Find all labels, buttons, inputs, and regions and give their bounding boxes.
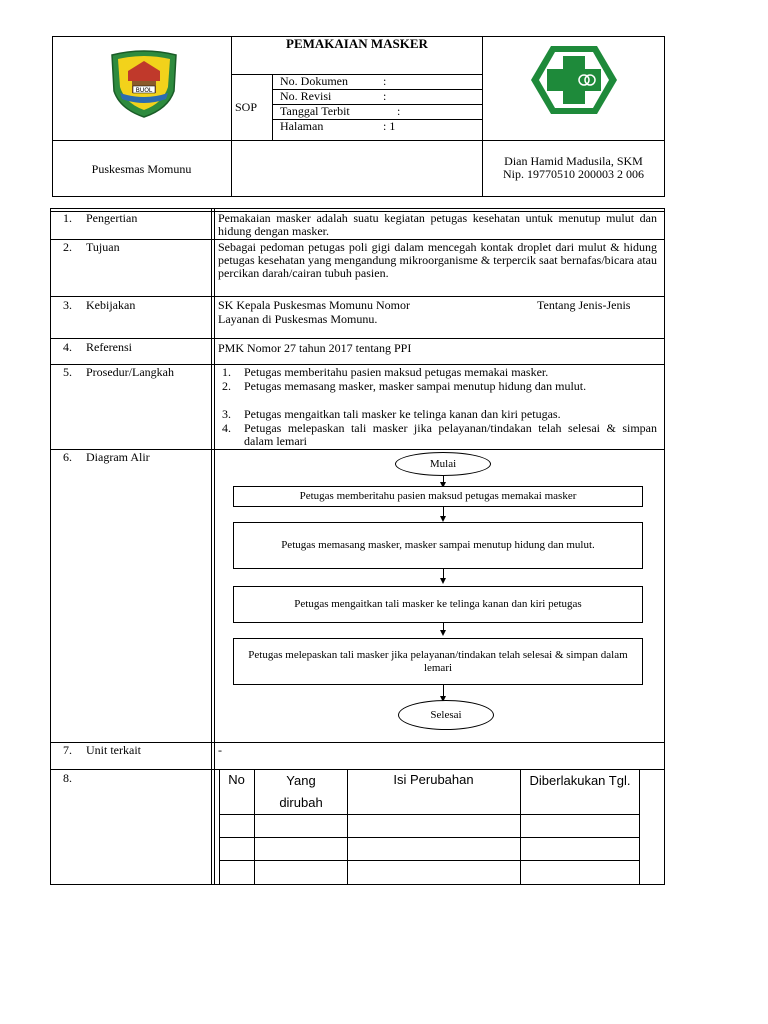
- step-2-text: Petugas memasang masker, masker sampai menutup hidung dan mulut.: [244, 379, 587, 393]
- signer-nip: Nip. 19770510 200003 2 006: [503, 167, 644, 181]
- unit-terkait-text: -: [218, 743, 222, 757]
- flow-step-3: Petugas mengaitkan tali masker ke telinga kanan dan kiri petugas: [233, 586, 643, 623]
- section-5-num: 5.: [63, 365, 72, 379]
- step-1-num: 1.: [222, 365, 231, 379]
- step-4-num: 4.: [222, 421, 231, 435]
- section-3-num: 3.: [63, 298, 72, 312]
- regency-logo: [106, 47, 182, 119]
- document-title: PEMAKAIAN MASKER: [286, 36, 428, 51]
- section-8-num: 8.: [63, 771, 72, 785]
- meta-value-halaman: : 1: [383, 119, 396, 133]
- meta-label-halaman: Halaman: [280, 119, 324, 133]
- flow-step-2: Petugas memasang masker, masker sampai menutup hidung dan mulut.: [233, 522, 643, 569]
- section-2-num: 2.: [63, 240, 72, 254]
- section-4-num: 4.: [63, 340, 72, 354]
- kebijakan-text-b: Tentang Jenis-Jenis: [537, 298, 631, 312]
- flow-step-1: Petugas memberitahu pasien maksud petugas memakai masker: [233, 486, 643, 507]
- step-2-num: 2.: [222, 379, 231, 393]
- step-3-num: 3.: [222, 407, 231, 421]
- meta-value-dokumen: :: [383, 74, 387, 88]
- meta-label-revisi: No. Revisi: [280, 89, 332, 103]
- puskesmas-logo: [527, 42, 621, 118]
- logo-left-text: BUOL: [135, 87, 153, 94]
- section-2-label: Tujuan: [86, 240, 120, 254]
- changes-header-diberlakukan: Diberlakukan Tgl.: [529, 773, 631, 788]
- referensi-text: PMK Nomor 27 tahun 2017 tentang PPI: [218, 341, 412, 355]
- pengertian-text: Pemakaian masker adalah suatu kegiatan petugas kesehatan untuk menutup mulut dan hidung dengan masker.: [218, 211, 657, 238]
- section-7-label: Unit terkait: [86, 743, 141, 757]
- logo-right-text: P: [574, 84, 575, 85]
- section-6-label: Diagram Alir: [86, 450, 150, 464]
- section-6-num: 6.: [63, 450, 72, 464]
- kebijakan-text-a: SK Kepala Puskesmas Momunu Nomor: [218, 298, 410, 312]
- meta-label-dokumen: No. Dokumen: [280, 74, 348, 88]
- section-5-label: Prosedur/Langkah: [86, 365, 174, 379]
- changes-header-isi-perubahan: Isi Perubahan: [393, 772, 474, 787]
- meta-label-tanggal: Tanggal Terbit: [280, 104, 350, 118]
- section-3-label: Kebijakan: [86, 298, 136, 312]
- kebijakan-text-c: Layanan di Puskesmas Momunu.: [218, 312, 378, 326]
- meta-value-tanggal: :: [397, 104, 401, 118]
- step-3-text: Petugas mengaitkan tali masker ke telinga kanan dan kiri petugas.: [244, 407, 561, 421]
- flow-step-4: Petugas melepaskan tali masker jika pelayanan/tindakan telah selesai & simpan dalam lemari: [233, 638, 643, 685]
- flow-end: Selesai: [398, 700, 494, 730]
- sop-label: SOP: [235, 100, 258, 114]
- section-1-label: Pengertian: [86, 211, 138, 225]
- section-1-num: 1.: [63, 211, 72, 225]
- section-4-label: Referensi: [86, 340, 132, 354]
- changes-header-yang-dirubah: Yang dirubah: [279, 773, 323, 810]
- tujuan-text: Sebagai pedoman petugas poli gigi dalam mencegah kontak droplet dari mulut & hidung petugas kesehatan yang mengandung mikroorganisme & terpercik saat bernafas/bicara atau percikan darah/cairan tubuh pasien.: [218, 240, 657, 280]
- flow-start: Mulai: [395, 452, 491, 476]
- org-name: Puskesmas Momunu: [91, 162, 192, 176]
- signer-name: Dian Hamid Madusila, SKM: [504, 154, 643, 168]
- step-1-text: Petugas memberitahu pasien maksud petugas memakai masker.: [244, 365, 549, 379]
- meta-value-revisi: :: [383, 89, 387, 103]
- step-4-text: Petugas melepaskan tali masker jika pelayanan/tindakan telah selesai & simpan dalam lemari: [244, 421, 657, 448]
- section-7-num: 7.: [63, 743, 72, 757]
- changes-header-no: No: [228, 772, 245, 787]
